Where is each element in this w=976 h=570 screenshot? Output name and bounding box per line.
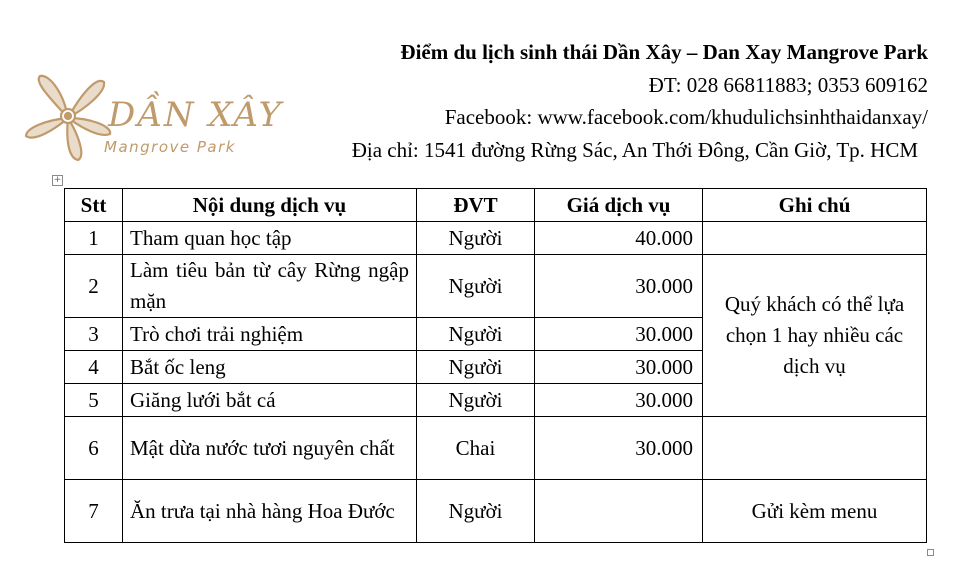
table-row [65,417,927,480]
cell-price: 30.000 [535,384,703,417]
cell-stt: 4 [65,351,123,384]
table-row [65,255,927,318]
table-header-row [65,189,927,222]
cell-stt: 2 [65,255,123,318]
col-header-unit: ĐVT [417,189,535,222]
cell-service: Trò chơi trải nghiệm [123,318,417,351]
cell-unit: Người [417,351,535,384]
cell-price [535,480,703,543]
cell-price: 30.000 [535,318,703,351]
cell-service: Mật dừa nước tươi nguyên chất [123,417,417,480]
document-header [352,36,928,166]
lotus-logo-icon [20,68,283,168]
cell-unit: Người [417,480,535,543]
phone-line: ĐT: 028 66811883; 0353 609162 [648,72,928,97]
cell-stt: 1 [65,222,123,255]
table-resize-handle[interactable] [927,549,934,556]
dan-xay-logo [20,68,283,168]
logo-name: DẦN XÂY [108,95,283,135]
col-header-price: Giá dịch vụ [535,189,703,222]
cell-note [703,222,927,255]
cell-unit: Chai [417,417,535,480]
cell-stt: 3 [65,318,123,351]
cell-price: 30.000 [535,351,703,384]
col-header-note: Ghi chú [703,189,927,222]
col-header-stt: Stt [65,189,123,222]
cell-unit: Người [417,255,535,318]
cell-service: Ăn trưa tại nhà hàng Hoa Đước [123,480,417,543]
address-line: Địa chỉ: 1541 đường Rừng Sác, An Thới Đông, Cần Giờ, Tp. HCM [351,137,918,162]
table-row [65,222,927,255]
cell-service: Giăng lưới bắt cá [123,384,417,417]
cell-stt: 6 [65,417,123,480]
cell-service: Làm tiêu bản từ cây Rừng ngập mặn [123,255,417,318]
cell-unit: Người [417,222,535,255]
col-header-service: Nội dung dịch vụ [123,189,417,222]
cell-service: Tham quan học tập [123,222,417,255]
cell-note: Gửi kèm menu [703,480,927,543]
service-price-table [64,188,927,543]
cell-unit: Người [417,384,535,417]
cell-price: 30.000 [535,417,703,480]
table-move-handle[interactable]: + [53,175,62,185]
cell-price: 30.000 [535,255,703,318]
cell-stt: 7 [65,480,123,543]
table-row [65,480,927,543]
cell-service: Bắt ốc leng [123,351,417,384]
park-title: Điểm du lịch sinh thái Dần Xây – Dan Xay Mangrove Park [400,40,928,64]
cell-stt: 5 [65,384,123,417]
facebook-line: Facebook: www.facebook.com/khudulichsinhthaidanxay/ [444,105,928,129]
cell-price: 40.000 [535,222,703,255]
cell-note [703,417,927,480]
cell-unit: Người [417,318,535,351]
cell-note-group: Quý khách có thể lựa chọn 1 hay nhiều các dịch vụ [703,255,927,417]
logo-tagline: Mangrove Park [104,138,236,156]
